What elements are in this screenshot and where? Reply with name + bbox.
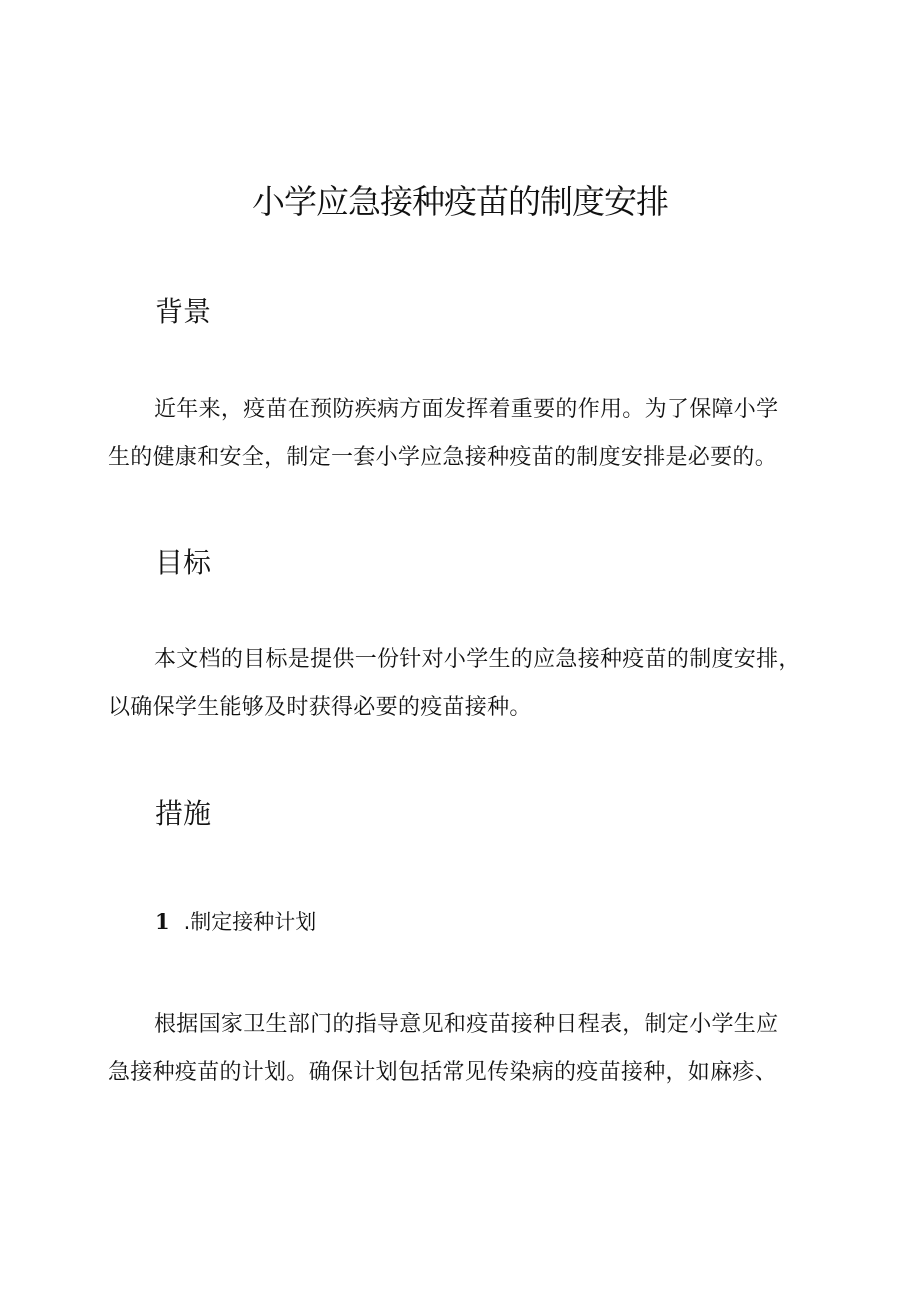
document-title: 小学应急接种疫苗的制度安排 (252, 182, 668, 221)
paragraph-line: 本文档的目标是提供一份针对小学生的应急接种疫苗的制度安排， (154, 647, 801, 672)
section-heading-background: 背景 (155, 295, 212, 328)
background-paragraph (108, 386, 820, 482)
measures-paragraph (108, 1001, 820, 1097)
subsection-number: 1 (155, 909, 170, 934)
paragraph-line: 急接种疫苗的计划。确保计划包括常见传染病的疫苗接种，如麻疹、 (108, 1060, 778, 1085)
paragraph-line: 以确保学生能够及时获得必要的疫苗接种。 (108, 695, 532, 720)
paragraph-line: 近年来，疫苗在预防疾病方面发挥着重要的作用。为了保障小学 (154, 397, 779, 422)
section-heading-goal: 目标 (155, 546, 212, 579)
goal-paragraph (108, 636, 820, 732)
paragraph-line: 根据国家卫生部门的指导意见和疫苗接种日程表，制定小学生应 (154, 1012, 779, 1037)
section-heading-measures: 措施 (155, 797, 212, 830)
paragraph-line: 生的健康和安全，制定一套小学应急接种疫苗的制度安排是必要的。 (108, 445, 778, 470)
subsection-heading (155, 906, 316, 938)
subsection-label: .制定接种计划 (183, 910, 317, 934)
